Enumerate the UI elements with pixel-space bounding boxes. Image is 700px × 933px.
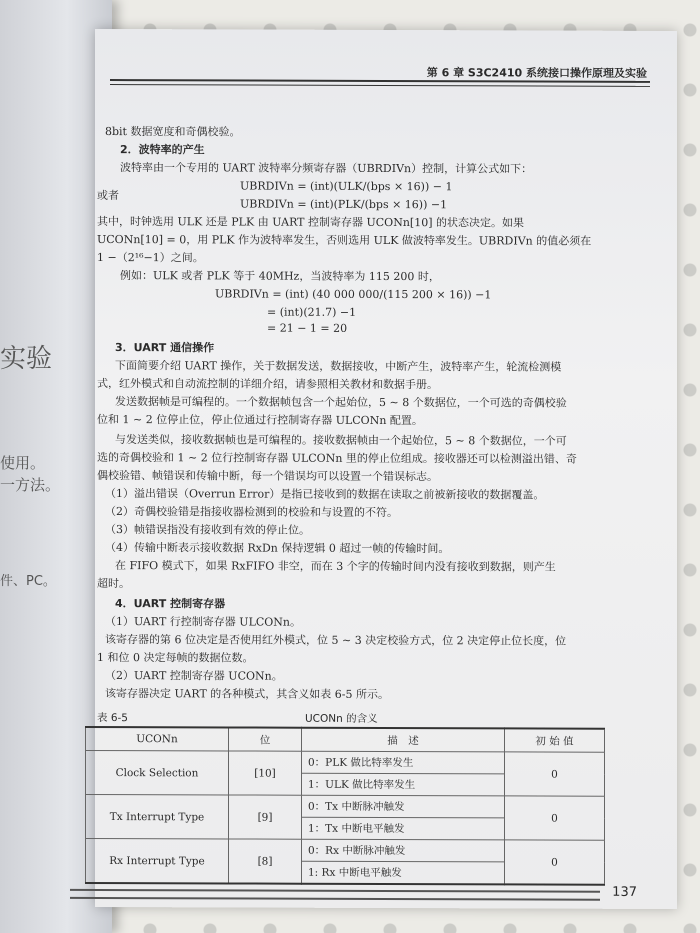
page-number: 137 <box>612 884 637 900</box>
chapter-header: 第 6 章 S3C2410 系统接口操作原理及实验 <box>426 66 647 80</box>
body-text: 例如：ULK 或者 PLK 等于 40MHz，当波特率为 115 200 时， <box>120 269 440 284</box>
ucon-table <box>85 726 605 886</box>
body-text: 在 FIFO 模式下，如果 RxFIFO 非空，而在 3 个字的传输时间内没有接收到数据，则产生 <box>115 559 556 574</box>
body-text: （1）UART 行控制寄存器 ULCONn。 <box>105 615 302 629</box>
table-cell: 0 <box>505 796 605 840</box>
table-header-row <box>86 727 605 752</box>
body-text: 发送数据帧是可编程的。一个数据帧包含一个起始位，5 ~ 8 个数据位，一个可选的奇偶校验 <box>115 395 567 410</box>
table-cell: 0 <box>505 752 605 796</box>
table-cell: [8] <box>229 839 302 884</box>
table-cell: [10] <box>229 751 302 795</box>
table-cell: 1：ULK 做比特率发生 <box>302 773 505 796</box>
table-cell: 0：Tx 中断脉冲触发 <box>302 795 505 818</box>
book-page <box>95 29 677 909</box>
body-text: （3）帧错误指没有接收到有效的停止位。 <box>105 523 310 537</box>
body-text: 该寄存器的第 6 位决定是否使用红外模式，位 5 ~ 3 决定校验方式，位 2 决定停止位长度，位 <box>105 633 567 648</box>
formula: UBRDIVn = (int)(ULK/(bps × 16)) − 1 <box>240 179 453 194</box>
body-text: 波特率由一个专用的 UART 波特率分频寄存器（UBRDIVn）控制，计算公式如下： <box>120 161 533 176</box>
body-text: 超时。 <box>97 576 130 591</box>
table-label: 表 6-5 <box>97 711 128 725</box>
body-text: 其中，时钟选用 ULK 还是 PLK 由 UART 控制寄存器 UCONn[10] 的状态决定。如果 <box>97 214 524 230</box>
table-cell: 1：Tx 中断电平触发 <box>302 817 505 840</box>
formula: = 21 − 1 = 20 <box>267 321 348 335</box>
table-cell: Tx Interrupt Type <box>86 794 229 838</box>
section-heading: 4．UART 控制寄存器 <box>115 597 226 611</box>
body-text: （4）传输中断表示接收数据 RxDn 保持逻辑 0 超过一帧的传输时间。 <box>105 541 450 556</box>
header-rule <box>110 79 650 87</box>
formula: UBRDIVn = (int) (40 000 000/(115 200 × 16)) −1 <box>215 287 492 302</box>
left-page-heading: 实验 <box>0 344 53 374</box>
body-text: UCONn[10] = 0，用 PLK 作为波特率发生，否则选用 ULK 做波特率发生。UBRDIVn 的值必须在 <box>97 232 592 248</box>
table-row <box>86 838 605 862</box>
left-page-text: 使用。 <box>0 454 46 472</box>
table-title: UCONn 的含义 <box>305 712 378 725</box>
table-header-cell: 初 始 值 <box>505 728 605 752</box>
left-page-text: 一方法。 <box>0 476 61 494</box>
table-header-cell: 位 <box>229 727 302 751</box>
body-text: 与发送类似，接收数据帧也是可编程的。接收数据帧由一个起始位，5 ~ 8 个数据位，一个可 <box>115 433 567 448</box>
table-row <box>86 794 605 818</box>
table-header-cell: 描 述 <box>302 728 505 752</box>
table-cell: 0：Rx 中断脉冲触发 <box>302 839 505 862</box>
body-text: 下面简要介绍 UART 操作，关于数据发送，数据接收，中断产生，波特率产生，轮流检测模 <box>115 359 562 374</box>
table-cell: Clock Selection <box>86 750 229 794</box>
body-text: 8bit 数据宽度和奇偶校验。 <box>105 125 241 139</box>
left-page-text: 件、PC。 <box>0 574 56 589</box>
body-text: 1 −（2¹⁶−1）之间。 <box>97 250 204 265</box>
body-text: 该寄存器决定 UART 的各种模式，其含义如表 6-5 所示。 <box>105 687 390 702</box>
body-text: 1 和位 0 决定每帧的数据位数。 <box>97 650 254 665</box>
table-cell: [9] <box>229 795 302 839</box>
body-text: 或者 <box>97 188 119 203</box>
table-row <box>86 750 605 774</box>
formula: UBRDIVn = (int)(PLK/(bps × 16)) −1 <box>240 197 448 212</box>
body-text: 位和 1 ~ 2 位停止位，停止位通过行控制寄存器 ULCONn 配置。 <box>97 412 423 428</box>
body-text: 式，红外模式和自动流控制的详细介绍，请参照相关教材和数据手册。 <box>97 376 438 392</box>
table-cell: 0：PLK 做比特率发生 <box>302 751 505 774</box>
body-text: （2）UART 控制寄存器 UCONn。 <box>105 669 283 683</box>
table-header-cell: UCONn <box>86 727 229 751</box>
footer-rule <box>70 889 600 901</box>
body-text: 选的奇偶校验和 1 ~ 2 位行控制寄存器 ULCONn 里的停止位组成。接收器还可以检测溢出错、奇 <box>97 450 577 466</box>
section-heading: 3．UART 通信操作 <box>115 341 215 355</box>
body-text: （2）奇偶校验错是指接收器检测到的校验和与设置的不符。 <box>105 505 398 520</box>
table-cell: 0 <box>505 840 605 885</box>
table-cell: 1: Rx 中断电平触发 <box>302 861 505 884</box>
section-heading: 2．波特率的产生 <box>120 143 205 157</box>
table-cell: Rx Interrupt Type <box>86 838 229 883</box>
formula: = (int)(21.7) −1 <box>267 305 357 319</box>
body-text: （1）溢出错误（Overrun Error）是指已接收到的数据在读取之前被新接收的数据覆盖。 <box>105 487 545 502</box>
body-text: 偶校验错、帧错误和传输中断，每一个错误均可以设置一个错误标志。 <box>97 468 438 484</box>
